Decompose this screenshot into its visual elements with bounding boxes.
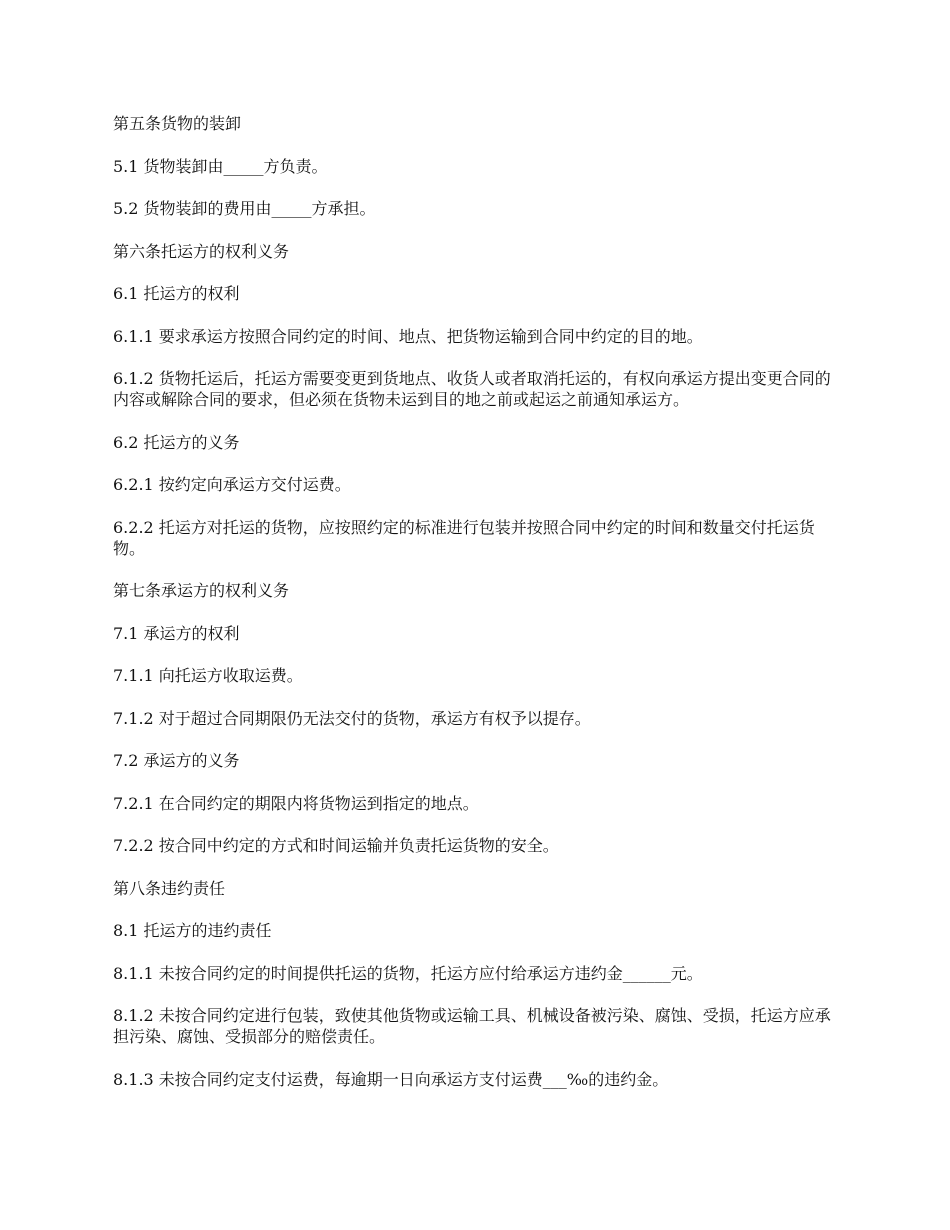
- clause-8-1-3: 8.1.3 未按合同约定支付运费，每逾期一日向承运方支付运费___‰的违约金。: [113, 1069, 669, 1089]
- clause-7-2: 7.2 承运方的义务: [113, 751, 240, 770]
- clause-8-1-1: 8.1.1 未按合同约定的时间提供托运的货物，托运方应付给承运方违约金______元。: [113, 963, 703, 983]
- clause-8-1: 8.1 托运方的违约责任: [113, 921, 272, 940]
- section-heading-6: 第六条托运方的权利义务: [113, 241, 290, 261]
- section-heading-7: 第七条承运方的权利义务: [113, 581, 290, 600]
- clause-7-1-2: 7.1.2 对于超过合同期限仍无法交付的货物，承运方有权予以提存。: [113, 708, 591, 728]
- clause-6-2-1: 6.2.1 按约定向承运方交付运费。: [113, 475, 351, 494]
- clause-7-2-2: 7.2.2 按合同中约定的方式和时间运输并负责托运货物的安全。: [113, 836, 559, 855]
- document-body: [113, 113, 843, 1111]
- clause-7-2-1: 7.2.1 在合同约定的期限内将货物运到指定的地点。: [113, 793, 479, 813]
- clause-7-1-1: 7.1.1 向托运方收取运费。: [113, 666, 303, 685]
- clause-7-1: 7.1 承运方的权利: [113, 623, 240, 643]
- clause-6-2: 6.2 托运方的义务: [113, 432, 240, 452]
- clause-6-2-2: 6.2.2 托运方对托运的货物，应按照约定的标准进行包装并按照合同中约定的时间和数量交付托运货物。: [113, 517, 815, 558]
- clause-8-1-2: 8.1.2 未按合同约定进行包装，致使其他货物或运输工具、机械设备被污染、腐蚀、受损，托运方应承担污染、腐蚀、受损部分的赔偿责任。: [113, 1006, 831, 1046]
- clause-5-2: 5.2 货物装卸的费用由_____方承担。: [113, 199, 376, 218]
- clause-5-1: 5.1 货物装卸由_____方负责。: [113, 156, 328, 176]
- section-heading-8: 第八条违约责任: [113, 878, 226, 898]
- clause-6-1-2: 6.1.2 货物托运后，托运方需要变更到货地点、收货人或者取消托运的，有权向承运方提出变更合同的内容或解除合同的要求，但必须在货物未运到目的地之前或起运之前通知承运方。: [113, 369, 831, 409]
- clause-6-1-1: 6.1.1 要求承运方按照合同约定的时间、地点、把货物运输到合同中约定的目的地。: [113, 326, 703, 346]
- clause-6-1: 6.1 托运方的权利: [113, 284, 240, 303]
- section-heading-5: 第五条货物的装卸: [113, 114, 242, 133]
